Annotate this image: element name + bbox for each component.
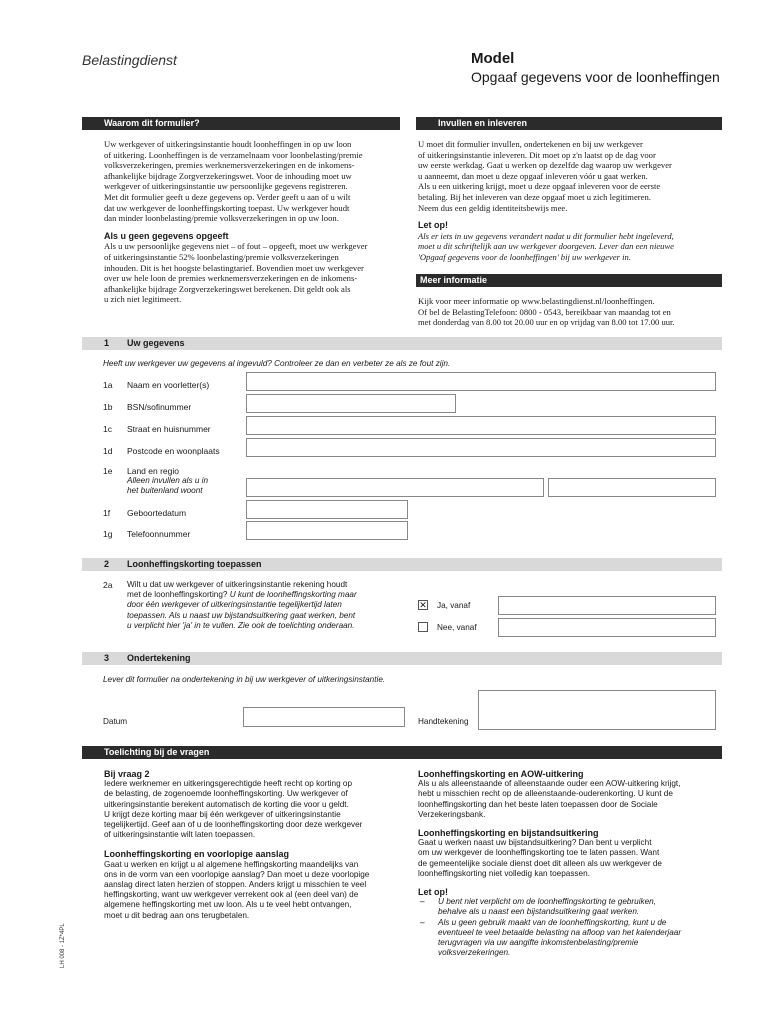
brand-logo-text: Belastingdienst: [82, 52, 177, 68]
more-section: [418, 296, 722, 328]
model-label: Model: [471, 50, 515, 67]
question-2a-plain: Wilt u dat uw werkgever of uitkeringsinstantie rekening houdt met de loonheffingskorting?: [127, 580, 348, 600]
name-input[interactable]: [246, 372, 716, 391]
section-3-title: Ondertekening: [127, 653, 191, 663]
question-2a-italic: U kunt de loonheffingskorting maar door één werkgever of uitkeringsinstantie tegelijkertijd laten toepassen. Als u naast uw bijstandsuitkering gaat werken, bent u verplicht hier 'ja' in te vullen. Zie ook de toelichting onderaan.: [127, 590, 357, 630]
date-input[interactable]: [243, 707, 405, 727]
region-input[interactable]: [548, 478, 716, 497]
fill-section: [418, 139, 722, 263]
section-2-bar: [82, 558, 722, 571]
birthdate-input[interactable]: [246, 500, 408, 519]
more-bar: Meer informatie: [416, 274, 722, 287]
row-number: 1g: [103, 529, 113, 539]
no-label: Nee, vanaf: [437, 623, 477, 632]
section-3-bar: [82, 652, 722, 665]
exp-right-heading-2: Loonheffingskorting en bijstandsuitkering: [418, 828, 599, 839]
fill-note-paragraph: Als er iets in uw gegevens verandert nadat u dit formulier hebt ingeleverd, moet u dit schriftelijk aan uw werkgever doorgeven. Lever dan een nieuwe 'Opgaaf gegevens voor de loonheffingen' bij uw werkgever in.: [418, 230, 674, 262]
row-number: 1a: [103, 380, 113, 390]
exp-right-heading-1: Loonheffingskorting en AOW-uitkering: [418, 769, 584, 779]
section-3-intro: Lever dit formulier na ondertekening in bij uw werkgever of uitkeringsinstantie.: [103, 675, 386, 684]
section-1-title: Uw gegevens: [127, 338, 185, 348]
exp-left-heading-2: Loonheffingskorting en voorlopige aanslag: [104, 849, 290, 860]
section-2-title: Loonheffingskorting toepassen: [127, 559, 262, 569]
section-2-number: 2: [104, 559, 110, 569]
form-title: Opgaaf gegevens voor de loonheffingen: [471, 69, 720, 85]
exp-right-heading-3: Let op!: [418, 887, 448, 898]
section-1-intro: Heeft uw werkgever uw gegevens al ingevuld? Controleer ze dan en verbeter ze als ze fout zijn.: [103, 359, 451, 368]
signature-label: Handtekening: [418, 717, 469, 726]
question-2a-text: [127, 580, 397, 631]
yes-label: Ja, vanaf: [437, 601, 471, 610]
row-label: Land en regio: [127, 466, 179, 476]
row-number: 1d: [103, 446, 113, 456]
why-bar: Waarom dit formulier?: [82, 117, 400, 130]
no-date-input[interactable]: [498, 618, 716, 637]
postcode-city-input[interactable]: [246, 438, 716, 457]
row-label: Naam en voorletter(s): [127, 380, 210, 390]
explanation-bar: Toelichting bij de vragen: [82, 746, 722, 759]
date-label: Datum: [103, 717, 128, 726]
why-section: [104, 139, 404, 305]
exp-left-heading-1: Bij vraag 2: [104, 769, 150, 779]
yes-date-input[interactable]: [498, 596, 716, 615]
why-heading-no-data: Als u geen gegevens opgeeft: [104, 230, 229, 241]
phone-input[interactable]: [246, 521, 408, 540]
row-number: 1c: [103, 424, 112, 434]
no-checkbox[interactable]: [418, 622, 428, 632]
exp-right-paragraph-2: Gaat u werken naast uw bijstandsuitkering? Dan bent u verplicht om uw werkgever de loonheffingskorting toe te laten passen. Want de gemeentelijke sociale dienst doet dit alleen als uw werkgever de loonheffingskorting niet volledig kan toepassen.: [418, 838, 662, 878]
more-paragraph: Kijk voor meer informatie op www.belastingdienst.nl/loonheffingen. Of bel de BelastingTelefoon: 0800 - 0543, bereikbaar van maandag tot en met donderdag van 8.00 tot 20.00 uur en op vrijdag van 8.00 tot 17.00 uur.: [418, 296, 675, 328]
yes-checkbox[interactable]: ✕: [419, 600, 427, 610]
exp-right-paragraph-1: Als u als alleenstaande of alleenstaande ouder een AOW-uitkering krijgt, hebt u misschien recht op de alleenstaande-ouderenkorting. U kunt de loonheffingskorting dan het beste laten toepassen door de Sociale Verzekeringsbank.: [418, 779, 681, 819]
fill-note-heading: Let op!: [418, 220, 448, 231]
row-label: BSN/sofinummer: [127, 402, 192, 412]
exp-right-list: [418, 897, 722, 958]
signature-field[interactable]: [478, 690, 716, 730]
section-1-number: 1: [104, 338, 110, 348]
row-number: 1b: [103, 402, 113, 412]
list-item: – Als u geen gebruik maakt van de loonheffingskorting, kunt u de eventueel te veel betaalde belasting na afloop van het kalenderjaar terugvragen via uw aangifte inkomstenbelasting/premie volksverzekeringen.: [418, 918, 722, 959]
row-label: Postcode en woonplaats: [127, 446, 220, 456]
row-1e-note: Alleen invullen als u in het buitenland woont: [127, 476, 209, 496]
row-label: Telefoonnummer: [127, 529, 191, 539]
list-item: – U bent niet verplicht om de loonheffingskorting te gebruiken, behalve als u naast een bijstandsuitkering gaat werken.: [418, 897, 722, 917]
country-input[interactable]: [246, 478, 544, 497]
section-3-number: 3: [104, 653, 110, 663]
why-paragraph: Uw werkgever of uitkeringsinstantie houdt loonheffingen in op uw loon of uitkering. Loonheffingen is de verzamelnaam voor loonbelasting/premie volksverzekeringen, premies werknemersverzekeringen en de inkomens- afhankelijke bijdrage Zorgverzekeringswet. Voor de inhouding moet uw werkgever of uitkeringsinstantie uw persoonlijke gegevens registreren. Met dit formulier geeft u deze gegevens op. Verder geeft u aan of u wilt dat uw werkgever de loonheffingskorting toepast. Uw werkgever houdt dan minder loonbelasting/premie volksverzekeringen in op uw loon.: [104, 139, 363, 224]
fill-paragraph: U moet dit formulier invullen, ondertekenen en bij uw werkgever of uitkeringsinstantie inleveren. Dit moet op z'n laatst op de dag voor uw eerste werkdag. Gaat u werken op dezelfde dag waarop uw werkgever u aanneemt, dan moet u deze opgaaf inleveren vóór u gaat werken. Als u een uitkering krijgt, moet u deze opgaaf inleveren voor de eerste betaling. Bij het inleveren van deze opgaaf moet u zich legitimeren. Neem dus een geldig identiteitsbewijs mee.: [418, 139, 672, 213]
row-label: Geboortedatum: [127, 508, 187, 518]
exp-left-paragraph-2: Gaat u werken en krijgt u al algemene heffingskorting maandelijks van ons in de vorm van een voorlopige aanslag? Dan moet u deze voorlopige aanslag direct laten herzien of stoppen. Anders krijgt u misschien te veel heffingskorting, want uw werkgever verrekent ook al (een deel van) de algemene heffingskorting met uw loon. Als u te veel hebt ontvangen, moet u dit bedrag aan ons terugbetalen.: [104, 859, 370, 920]
form-code: LH 008 - 1Z*4PL: [60, 923, 66, 968]
fill-bar: Invullen en inleveren: [416, 117, 722, 130]
row-number: 1f: [103, 508, 111, 518]
row-number: 1e: [103, 466, 113, 476]
street-input[interactable]: [246, 416, 716, 435]
explanation-left: [104, 769, 406, 921]
section-1-bar: [82, 337, 722, 350]
row-label: Straat en huisnummer: [127, 424, 211, 434]
why-paragraph-no-data: Als u uw persoonlijke gegevens niet – of fout – opgeeft, moet uw werkgever of uitkeringsinstantie 52% loonbelasting/premie volksverzekeringen inhouden. Dit is het hoogste belastingtarief. Bovendien moet uw werkgever over uw hele loon de premies werknemersverzekeringen en de inkomens- afhankelijke bijdrage Zorgverzekeringswet berekenen. Dit geldt ook als u zich niet legitimeert.: [104, 241, 368, 305]
explanation-right: [418, 769, 722, 958]
exp-left-paragraph-1: Iedere werknemer en uitkeringsgerechtigde heeft recht op korting op de belasting, de zogenoemde loonheffingskorting. Uw werkgever of uitkeringsinstantie berekent automatisch de korting die voor u geldt. U krijgt deze korting maar bij één werkgever of uitkeringsinstantie tegelijkertijd. Geef aan of u de loonheffingskorting door deze werkgever of uitkeringsinstantie wilt laten toepassen.: [104, 779, 363, 840]
question-2a-number: 2a: [103, 580, 113, 590]
bsn-input[interactable]: [246, 394, 456, 413]
